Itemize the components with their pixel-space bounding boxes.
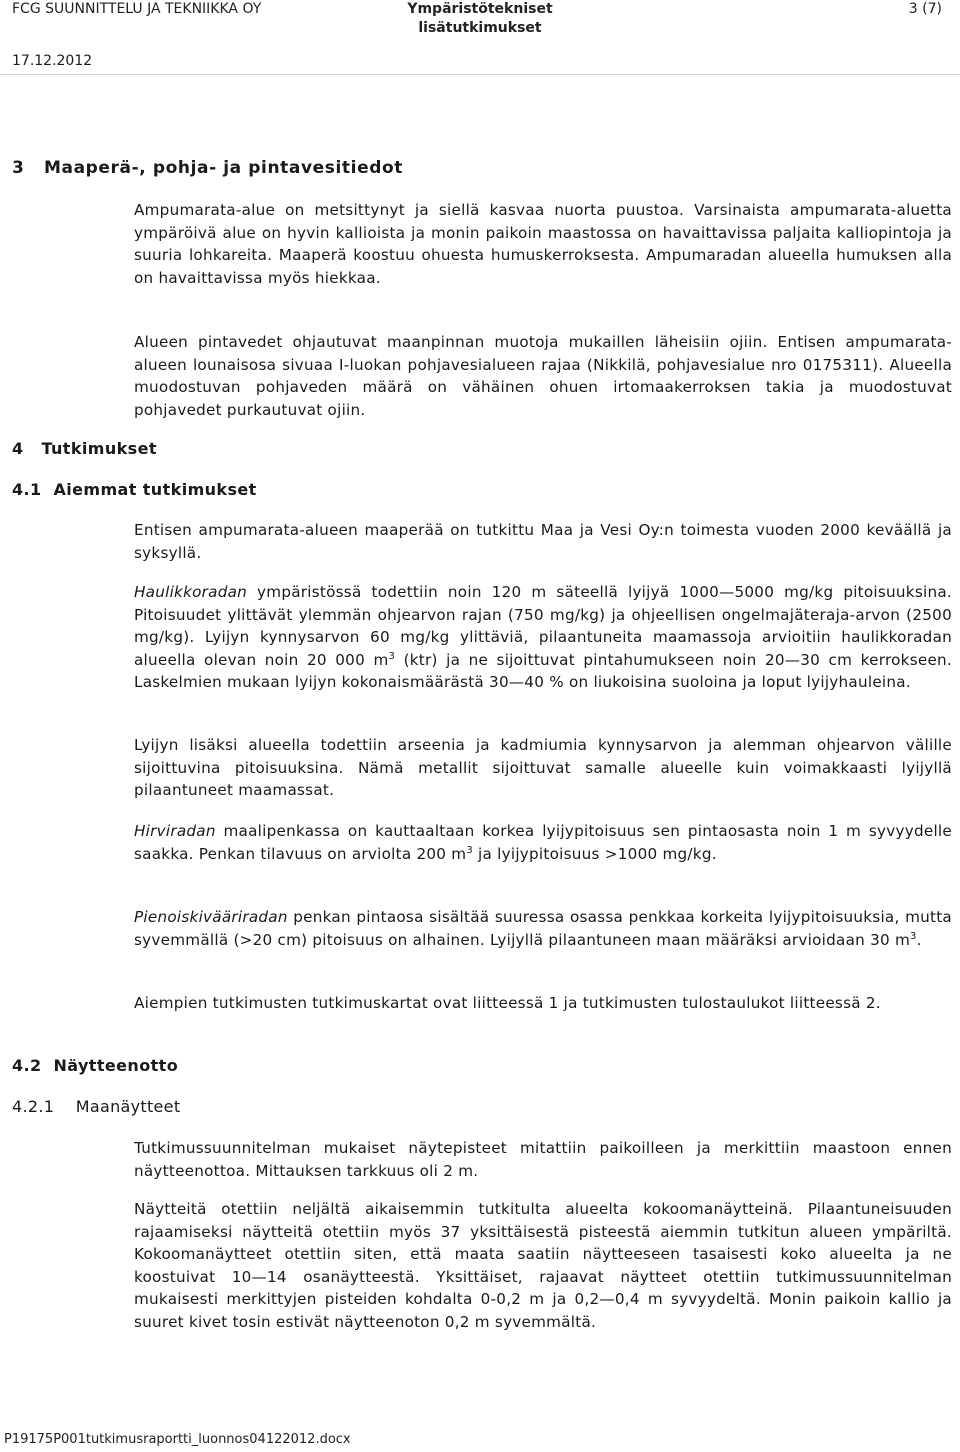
section-4-2-1-body [134, 1137, 952, 1182]
heading-section-4-2-1: 4.2.1 Maanäytteet [12, 1097, 181, 1116]
heading-section-4: 4 Tutkimukset [12, 439, 157, 458]
paragraph: Alueen pintavedet ohjautuvat maanpinnan muotoja mukaillen läheisiin ojiin. Entisen ampumarata-alueen lounaisosa sivuaa I-luokan pohjavesialueen rajaa (Nikkilä, pohjavesialue nro 0175311). Alueella muodostuvan pohjaveden määrä on vähäinen ohuen irtomaakerroksen takia ja muodostuvat pohjavedet purkautuvat ojiin. [134, 333, 952, 419]
emphasis-hirvirata: Hirviradan [134, 822, 216, 840]
paragraph: Näytteitä otettiin neljältä aikaisemmin tutkitulta alueelta kokoomanäytteinä. Pilaantuneisuuden rajaamiseksi näytteitä otettiin myös 37 yksittäisestä pisteestä aiemmin tutkitun alueen ympäriltä. Kokoomanäytteet otettiin siten, että maata saatiin näytteeseen tasaisesti koko alueelta ja ne koostuivat 10—14 osanäytteestä. Yksittäiset, rajaavat näytteet otettiin tutkimussuunnitelman mukaisesti merkittyjen pisteiden kohdalta 0-0,2 m ja 0,2—0,4 m syvyydeltä. Monin paikoin kallio ja suuret kivet tosin estivät näytteenoton 0,2 m syvemmältä. [134, 1200, 952, 1331]
section-4-1-body-2 [134, 581, 952, 694]
paragraph: Entisen ampumarata-alueen maaperää on tutkittu Maa ja Vesi Oy:n toimesta vuoden 2000 keväällä ja syksyllä. [134, 521, 952, 562]
document-title-line-2: lisätutkimukset [418, 20, 542, 36]
section-4-1-body-3 [134, 734, 952, 802]
page-header [0, 0, 960, 52]
company-name: FCG SUUNNITTELU JA TEKNIIKKA OY [12, 1, 262, 17]
paragraph: Tutkimussuunnitelman mukaiset näytepisteet mitattiin paikoilleen ja merkittiin maastoon ennen näytteenottoa. Mittauksen tarkkuus oli 2 m. [134, 1139, 952, 1180]
section-3-body-2 [134, 331, 952, 421]
paragraph: Lyijyn lisäksi alueella todettiin arseenia ja kadmiumia kynnysarvon ja alemman ohjearvon välille sijoittuvina pitoisuuksina. Nämä metallit sijoittuvat samalle alueelle kuin voimakkaasti lyijyllä pilaantuneet maamassat. [134, 736, 952, 799]
section-4-1-body [134, 519, 952, 564]
paragraph: Haulikkoradan ympäristössä todettiin noin 120 m säteellä lyijyä 1000—5000 mg/kg pitoisuuksina. Pitoisuudet ylittävät ylemmän ohjearvon rajan (750 mg/kg) ja ohjeellisen ongelmajäteraja-arvon (2500 mg/kg). Lyijyn kynnysarvon 60 mg/kg ylittäviä, pilaantuneita maamassoja arvioitiin haulikkoradan alueella olevan noin 20 000 $m^3$ (ktr) ja ne sijoittuvat pintahumukseen noin 20—30 cm kerrokseen. Laskelmien mukaan lyijyn kokonaismäärästä 30—40 % on liukoisina suoloina ja loput lyijyhauleina. [134, 583, 952, 691]
paragraph: Aiempien tutkimusten tutkimuskartat ovat liitteessä 1 ja tutkimusten tulostaulukot liitteessä 2. [134, 994, 881, 1012]
heading-section-3: 3 Maaperä-, pohja- ja pintavesitiedot [12, 158, 403, 178]
emphasis-haulikkorata: Haulikkoradan [134, 583, 248, 601]
section-4-2-1-body-2 [134, 1198, 952, 1333]
page-number: 3 (7) [908, 1, 942, 17]
paragraph: Pienoiskivääriradan penkan pintaosa sisältää suuressa osassa penkkaa korkeita lyijypitoisuuksia, mutta syvemmällä (>20 cm) pitoisuus on alhainen. Lyijyllä pilaantuneen maan määräksi arvioidaan 30 $m^3$. [134, 908, 952, 949]
section-4-1-body-6 [134, 992, 952, 1015]
section-4-1-body-4 [134, 820, 952, 865]
document-title-line-1: Ympäristötekniset [407, 1, 553, 17]
section-3-body [134, 199, 952, 289]
document-date: 17.12.2012 [12, 53, 93, 69]
section-4-1-body-5 [134, 906, 952, 951]
emphasis-pienoiskivaarirata: Pienoiskivääriradan [134, 908, 288, 926]
paragraph: Ampumarata-alue on metsittynyt ja siellä kasvaa nuorta puustoa. Varsinaista ampumarata-aluetta ympäröivä alue on hyvin kallioista ja monin paikoin maastossa on havaittavissa paljaita kalliopintoja ja suuria lohkareita. Maaperä koostuu ohuesta humuskerroksesta. Ampumaradan alueella humuksen alla on havaittavissa myös hiekkaa. [134, 201, 952, 287]
paragraph: Hirviradan maalipenkassa on kauttaaltaan korkea lyijypitoisuus sen pintaosasta noin 1 m syvyydelle saakka. Penkan tilavuus on arviolta 200 $m^3$ ja lyijypitoisuus >1000 mg/kg. [134, 822, 952, 863]
footer-filename: P19175P001tutkimusraportti_luonnos04122012.docx [4, 1432, 351, 1447]
header-divider [0, 74, 960, 75]
heading-section-4-1: 4.1 Aiemmat tutkimukset [12, 480, 257, 499]
heading-section-4-2: 4.2 Näytteenotto [12, 1056, 179, 1075]
